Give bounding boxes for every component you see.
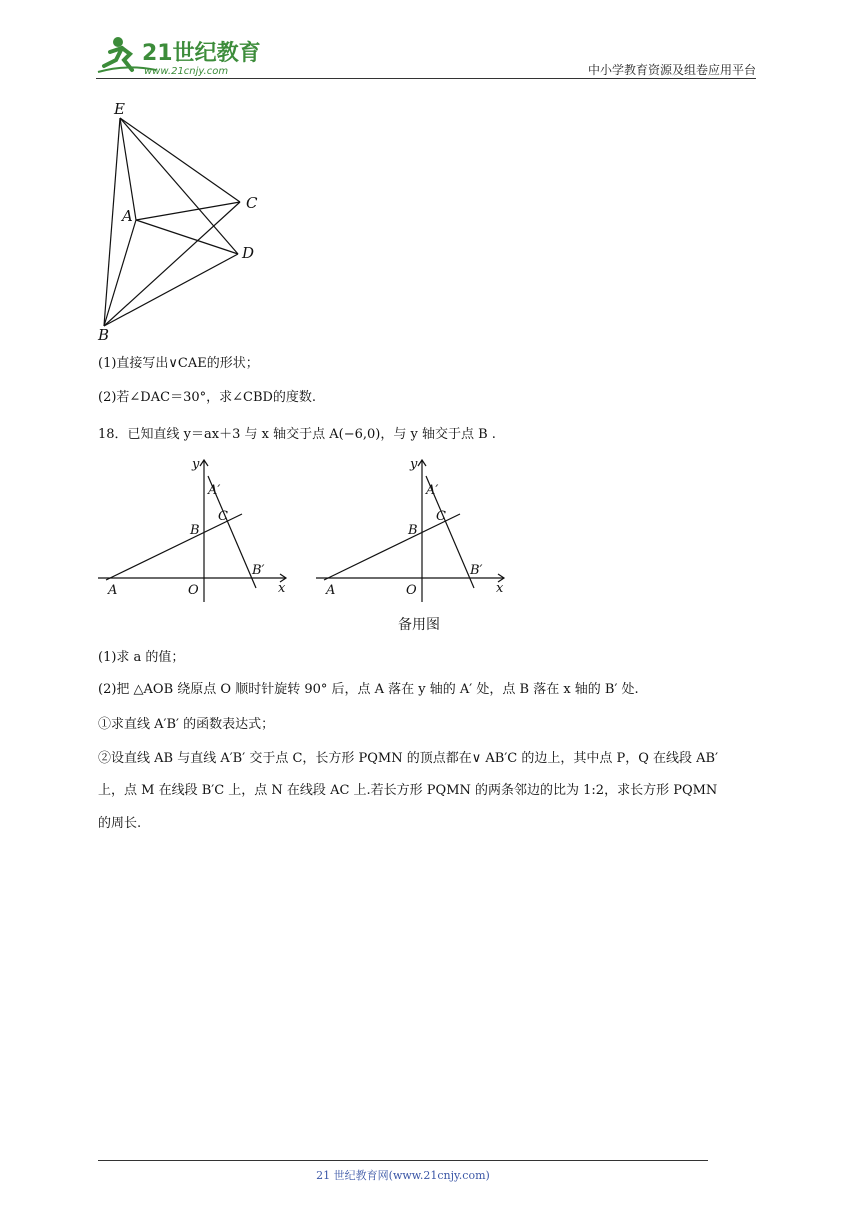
g1-label-y: y	[192, 457, 200, 472]
g2-label-A-prime: A′	[426, 483, 439, 498]
q18-sub2-line2: 上，点 M 在线段 B′C 上，点 N 在线段 AC 上.若长方形 PQMN 的两条邻边的比为 1:2，求长方形 PQMN	[98, 783, 718, 798]
g1-label-x: x	[278, 581, 286, 596]
label-D: D	[242, 244, 255, 262]
footer-divider	[98, 1160, 708, 1161]
g2-label-O: O	[406, 583, 417, 598]
label-C: C	[246, 194, 258, 212]
label-B: B	[98, 326, 110, 344]
g1-label-B: B	[190, 523, 200, 538]
g2-label-A: A	[326, 583, 336, 598]
site-logo	[96, 30, 266, 80]
q18-part1: (1)求 a 的值；	[98, 650, 185, 665]
logo-main-text: 21世纪教育	[142, 41, 261, 66]
graph-caption: 备用图	[398, 617, 440, 633]
g2-label-B-prime: B′	[470, 563, 483, 578]
q18-sub1: ①求直线 A′B′ 的函数表达式；	[98, 717, 275, 732]
coordinate-graph-2	[316, 454, 516, 604]
platform-title: 中小学教育资源及组卷应用平台	[587, 63, 756, 77]
q17-part1: (1)直接写出∨CAE的形状；	[98, 356, 259, 371]
coordinate-graph-1	[98, 454, 298, 604]
g1-label-A-prime: A′	[208, 483, 221, 498]
q18-sub2-line3: 的周长.	[98, 816, 142, 831]
label-A: A	[122, 207, 133, 225]
q18-sub2-line1: ②设直线 AB 与直线 A′B′ 交于点 C，长方形 PQMN 的顶点都在∨ AB′C 的边上，其中点 P，Q 在线段 AB′	[98, 751, 719, 766]
g2-label-x: x	[496, 581, 504, 596]
g2-label-y: y	[410, 457, 418, 472]
g1-label-B-prime: B′	[252, 563, 265, 578]
logo-url-text: www.21cnjy.com	[144, 66, 229, 77]
g2-label-C: C	[436, 509, 446, 524]
header-divider	[96, 78, 756, 79]
g2-label-B: B	[408, 523, 418, 538]
g1-label-C: C	[218, 509, 228, 524]
q18-part2: (2)把 △AOB 绕原点 O 顺时针旋转 90° 后，点 A 落在 y 轴的 A′ 处，点 B 落在 x 轴的 B′ 处.	[98, 682, 639, 697]
q18-stem: 18．已知直线 y＝ax＋3 与 x 轴交于点 A(−6,0)，与 y 轴交于点 B .	[98, 427, 496, 442]
q17-part2: (2)若∠DAC＝30°，求∠CBD的度数.	[98, 390, 317, 405]
label-E: E	[114, 100, 125, 118]
geometry-figure-ecadb	[90, 96, 270, 346]
g1-label-A: A	[108, 583, 118, 598]
g1-label-O: O	[188, 583, 199, 598]
footer-text[interactable]: 21 世纪教育网(www.21cnjy.com)	[316, 1169, 490, 1182]
